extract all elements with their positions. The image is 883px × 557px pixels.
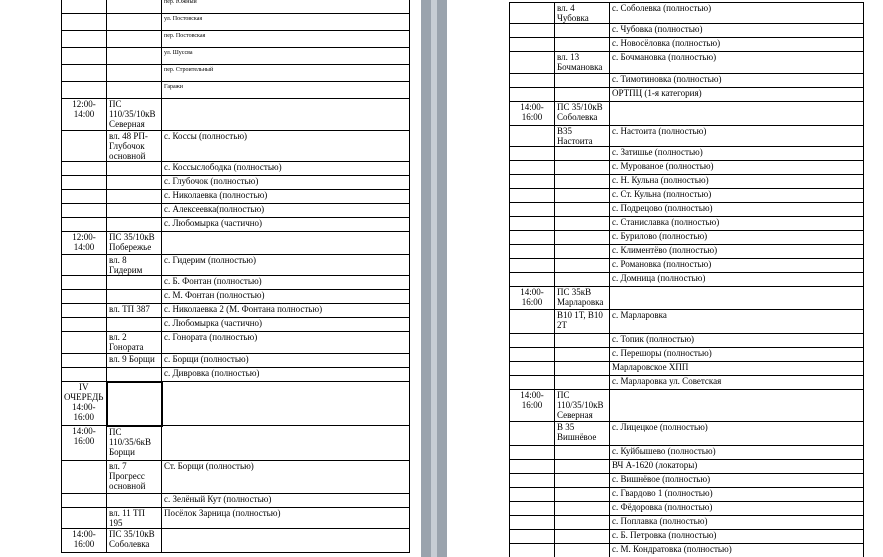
area-cell: с. Тимотиновка (полностью)	[610, 74, 864, 88]
source-cell	[555, 460, 610, 474]
time-cell	[510, 126, 555, 147]
area-cell: с. Любомырка (частично)	[162, 318, 410, 332]
source-cell: В35 Настоита	[555, 126, 610, 147]
area-cell: с. Мурованое (полностью)	[610, 161, 864, 175]
time-cell	[62, 48, 107, 65]
area-cell: с. Новосёловка (полностью)	[610, 38, 864, 52]
table-row	[62, 218, 410, 232]
table-row	[510, 126, 864, 147]
area-cell: Марларовское ХПП	[610, 362, 864, 376]
table-row	[62, 494, 410, 508]
time-cell	[62, 82, 107, 99]
area-cell: ул. Постовская	[162, 14, 410, 31]
table-row	[510, 259, 864, 273]
time-cell	[510, 530, 555, 544]
area-cell: Ст. Борщи (полностью)	[162, 461, 410, 494]
area-cell: с. Топик (полностью)	[610, 334, 864, 348]
source-cell	[107, 0, 162, 14]
table-row	[510, 3, 864, 24]
table-row	[510, 422, 864, 446]
table-row	[510, 310, 864, 334]
table-row	[62, 461, 410, 494]
table-row	[510, 390, 864, 422]
source-cell: вл. 9 Борщи	[107, 354, 162, 368]
source-cell	[555, 74, 610, 88]
table-row	[510, 287, 864, 310]
source-cell	[555, 334, 610, 348]
time-cell	[510, 348, 555, 362]
document-page-left	[0, 0, 421, 557]
source-cell	[555, 24, 610, 38]
table-row	[510, 362, 864, 376]
table-row	[62, 131, 410, 162]
table-row	[62, 290, 410, 304]
source-cell: вл. 7 Прогресс основной	[107, 461, 162, 494]
table-row	[510, 74, 864, 88]
source-cell	[107, 82, 162, 99]
table-row	[62, 82, 410, 99]
area-cell: с. Романовка (полностью)	[610, 259, 864, 273]
time-cell	[510, 147, 555, 161]
area-cell: с. Гидерим (полностью)	[162, 255, 410, 276]
time-cell: 14:00- 16:00	[510, 287, 555, 310]
area-cell	[162, 529, 410, 553]
table-row	[510, 544, 864, 557]
area-cell: с. Ст. Кульна (полностью)	[610, 189, 864, 203]
area-cell: с. Поплавка (полностью)	[610, 516, 864, 530]
source-cell	[555, 474, 610, 488]
source-cell: вл. 4 Чубовка	[555, 3, 610, 24]
time-cell	[510, 259, 555, 273]
source-cell	[555, 362, 610, 376]
outage-schedule-table-left	[61, 0, 410, 553]
area-cell: Гаражи	[162, 82, 410, 99]
time-cell	[62, 332, 107, 354]
area-cell	[610, 390, 864, 422]
table-row	[62, 276, 410, 290]
table-row	[510, 488, 864, 502]
time-cell	[62, 190, 107, 204]
time-cell	[510, 334, 555, 348]
table-row	[510, 52, 864, 74]
table-row	[62, 162, 410, 176]
source-cell	[555, 175, 610, 189]
time-cell: 14:00- 16:00	[62, 529, 107, 553]
source-cell	[107, 14, 162, 31]
time-cell: 12:00- 14:00	[62, 232, 107, 255]
area-cell: ВЧ А-1620 (локаторы)	[610, 460, 864, 474]
area-cell: пер. Южный	[162, 0, 410, 14]
table-row	[62, 232, 410, 255]
source-cell	[107, 290, 162, 304]
table-row	[510, 460, 864, 474]
area-cell: с. Затишье (полностью)	[610, 147, 864, 161]
time-cell: 14:00- 16:00	[510, 102, 555, 126]
area-cell: с. Зелёный Кут (полностью)	[162, 494, 410, 508]
source-cell	[555, 88, 610, 102]
table-row	[62, 382, 410, 426]
area-cell: с. Марларовка	[610, 310, 864, 334]
table-row	[510, 273, 864, 287]
time-cell	[510, 74, 555, 88]
time-cell	[510, 231, 555, 245]
time-cell	[510, 310, 555, 334]
time-cell	[510, 502, 555, 516]
table-row	[510, 217, 864, 231]
area-cell: с. М. Кондратовка (полностью)	[610, 544, 864, 557]
time-cell	[510, 245, 555, 259]
table-row	[62, 332, 410, 354]
table-row	[510, 530, 864, 544]
source-cell: вл. 11 ТП 195	[107, 508, 162, 529]
source-cell: вл. 48 РП-Глубочок основной	[107, 131, 162, 162]
table-row	[510, 102, 864, 126]
time-cell	[62, 276, 107, 290]
source-cell	[107, 318, 162, 332]
table-row	[62, 508, 410, 529]
source-cell: ПС 110/35/6кВ Борщи	[107, 426, 162, 461]
table-row	[62, 368, 410, 382]
source-cell	[555, 203, 610, 217]
time-cell	[62, 368, 107, 382]
table-row	[62, 204, 410, 218]
time-cell: 14:00- 16:00	[62, 426, 107, 461]
table-row	[510, 376, 864, 390]
table-row	[510, 231, 864, 245]
time-cell: 12:00- 14:00	[62, 99, 107, 131]
source-cell	[555, 38, 610, 52]
time-cell	[510, 217, 555, 231]
area-cell: Посёлок Зарница (полностью)	[162, 508, 410, 529]
table-row	[62, 354, 410, 368]
time-cell	[62, 290, 107, 304]
area-cell: с. Бочмановка (полностью)	[610, 52, 864, 74]
source-cell: ПС 110/35/10кВ Северная	[555, 390, 610, 422]
table-row	[62, 31, 410, 48]
time-cell	[62, 176, 107, 190]
table-row	[62, 529, 410, 553]
table-row	[62, 48, 410, 65]
source-cell	[555, 544, 610, 557]
page-gutter	[421, 0, 447, 557]
area-cell: с. Гонората (полностью)	[162, 332, 410, 354]
area-cell	[610, 287, 864, 310]
source-cell	[107, 382, 162, 426]
area-cell: с. М. Фонтан (полностью)	[162, 290, 410, 304]
source-cell	[555, 245, 610, 259]
source-cell	[555, 147, 610, 161]
time-cell	[510, 474, 555, 488]
area-cell: с. Соболевка (полностью)	[610, 3, 864, 24]
time-cell	[510, 189, 555, 203]
table-row	[510, 24, 864, 38]
source-cell	[555, 161, 610, 175]
source-cell	[107, 494, 162, 508]
time-cell	[510, 38, 555, 52]
source-cell	[555, 273, 610, 287]
time-cell	[510, 488, 555, 502]
source-cell	[555, 530, 610, 544]
area-cell: с. Перешоры (полностью)	[610, 348, 864, 362]
time-cell	[62, 304, 107, 318]
source-cell: ПС 35/10кВ Соболевка	[107, 529, 162, 553]
time-cell	[62, 218, 107, 232]
area-cell	[610, 102, 864, 126]
table-row	[510, 516, 864, 530]
area-cell: с. Борщи (полностью)	[162, 354, 410, 368]
table-row	[62, 176, 410, 190]
source-cell	[555, 231, 610, 245]
time-cell: IV ОЧЕРЕДЬ 14:00- 16:00	[62, 382, 107, 426]
time-cell	[510, 24, 555, 38]
source-cell: ПС 35/10кВ Соболевка	[555, 102, 610, 126]
area-cell: с. Николаевка (полностью)	[162, 190, 410, 204]
table-row	[510, 334, 864, 348]
area-cell	[162, 426, 410, 461]
table-row	[62, 0, 410, 14]
source-cell	[107, 190, 162, 204]
time-cell	[62, 31, 107, 48]
source-cell: вл. 8 Гидерим	[107, 255, 162, 276]
outage-schedule-table-right	[509, 2, 864, 557]
source-cell: ПС 110/35/10кВ Северная	[107, 99, 162, 131]
table-row	[62, 14, 410, 31]
area-cell: пер. Постовская	[162, 31, 410, 48]
time-cell	[510, 460, 555, 474]
source-cell	[555, 502, 610, 516]
source-cell	[107, 162, 162, 176]
time-cell	[62, 14, 107, 31]
area-cell: ул. Шуссва	[162, 48, 410, 65]
time-cell	[510, 422, 555, 446]
area-cell: с. Вишнёвое (полностью)	[610, 474, 864, 488]
area-cell: с. Подрецово (полностью)	[610, 203, 864, 217]
time-cell	[510, 175, 555, 189]
source-cell	[107, 48, 162, 65]
time-cell	[62, 494, 107, 508]
time-cell	[62, 204, 107, 218]
source-cell: вл. ТП 387	[107, 304, 162, 318]
source-cell	[107, 176, 162, 190]
table-row	[510, 203, 864, 217]
table-row	[62, 304, 410, 318]
source-cell	[107, 204, 162, 218]
time-cell	[510, 516, 555, 530]
area-cell: с. Б. Петровка (полностью)	[610, 530, 864, 544]
area-cell	[162, 99, 410, 131]
area-cell: с. Чубовка (полностью)	[610, 24, 864, 38]
source-cell	[555, 259, 610, 273]
table-row	[62, 65, 410, 82]
table-row	[510, 189, 864, 203]
area-cell: с. Б. Фонтан (полностью)	[162, 276, 410, 290]
table-row	[510, 88, 864, 102]
source-cell	[107, 276, 162, 290]
area-cell: с. Николаевка 2 (М. Фонтана полностью)	[162, 304, 410, 318]
area-cell: с. Домница (полностью)	[610, 273, 864, 287]
table-row	[62, 99, 410, 131]
time-cell	[510, 273, 555, 287]
table-row	[510, 348, 864, 362]
time-cell	[510, 52, 555, 74]
source-cell	[555, 446, 610, 460]
area-cell: с. Любомырка (частично)	[162, 218, 410, 232]
area-cell: ОРТПЦ (1-я категория)	[610, 88, 864, 102]
time-cell	[62, 508, 107, 529]
time-cell	[510, 446, 555, 460]
source-cell	[555, 488, 610, 502]
area-cell: с. Н. Кульна (полностью)	[610, 175, 864, 189]
table-row	[510, 474, 864, 488]
source-cell	[107, 65, 162, 82]
area-cell: с. Куйбышево (полностью)	[610, 446, 864, 460]
source-cell: В 35 Вишнёвое	[555, 422, 610, 446]
source-cell: ПС 35кВ Марларовка	[555, 287, 610, 310]
time-cell	[62, 65, 107, 82]
source-cell	[107, 31, 162, 48]
table-row	[62, 318, 410, 332]
table-row	[510, 245, 864, 259]
table-row	[62, 190, 410, 204]
time-cell	[510, 362, 555, 376]
table-row	[510, 38, 864, 52]
source-cell	[555, 189, 610, 203]
source-cell	[555, 516, 610, 530]
time-cell	[510, 376, 555, 390]
table-row	[510, 147, 864, 161]
table-row	[62, 426, 410, 461]
area-cell: с. Бурилово (полностью)	[610, 231, 864, 245]
time-cell	[62, 131, 107, 162]
area-cell: с. Дивровка (полностью)	[162, 368, 410, 382]
source-cell: вл. 13 Бочмановка	[555, 52, 610, 74]
table-row	[510, 446, 864, 460]
time-cell	[62, 354, 107, 368]
time-cell	[62, 0, 107, 14]
area-cell	[162, 382, 410, 426]
source-cell	[555, 217, 610, 231]
source-cell	[107, 218, 162, 232]
area-cell: с. Коссы (полностью)	[162, 131, 410, 162]
time-cell	[62, 318, 107, 332]
source-cell: вл. 2 Гонората	[107, 332, 162, 354]
source-cell	[555, 348, 610, 362]
time-cell	[62, 162, 107, 176]
time-cell	[510, 161, 555, 175]
source-cell: В10 1Т, В10 2Т	[555, 310, 610, 334]
area-cell: с. Настоита (полностью)	[610, 126, 864, 147]
table-row	[62, 255, 410, 276]
area-cell: с. Станиславка (полностью)	[610, 217, 864, 231]
time-cell	[510, 3, 555, 24]
document-page-right	[447, 0, 883, 557]
table-row	[510, 502, 864, 516]
area-cell: с. Алексеевка(полностью)	[162, 204, 410, 218]
area-cell: с. Гвардово 1 (полностью)	[610, 488, 864, 502]
source-cell	[107, 368, 162, 382]
time-cell	[62, 255, 107, 276]
time-cell	[510, 544, 555, 557]
table-row	[510, 161, 864, 175]
source-cell	[555, 376, 610, 390]
source-cell: ПС 35/10кВ Побережье	[107, 232, 162, 255]
area-cell: с. Климентёво (полностью)	[610, 245, 864, 259]
area-cell: с. Коссыслободка (полностью)	[162, 162, 410, 176]
area-cell	[162, 232, 410, 255]
area-cell: с. Фёдоровка (полностью)	[610, 502, 864, 516]
area-cell: с. Лицецкое (полностью)	[610, 422, 864, 446]
time-cell: 14:00- 16:00	[510, 390, 555, 422]
area-cell: с. Глубочок (полностью)	[162, 176, 410, 190]
time-cell	[510, 203, 555, 217]
table-row	[510, 175, 864, 189]
time-cell	[510, 88, 555, 102]
area-cell: с. Марларовка ул. Советская	[610, 376, 864, 390]
time-cell	[62, 461, 107, 494]
area-cell: пер. Строительный	[162, 65, 410, 82]
